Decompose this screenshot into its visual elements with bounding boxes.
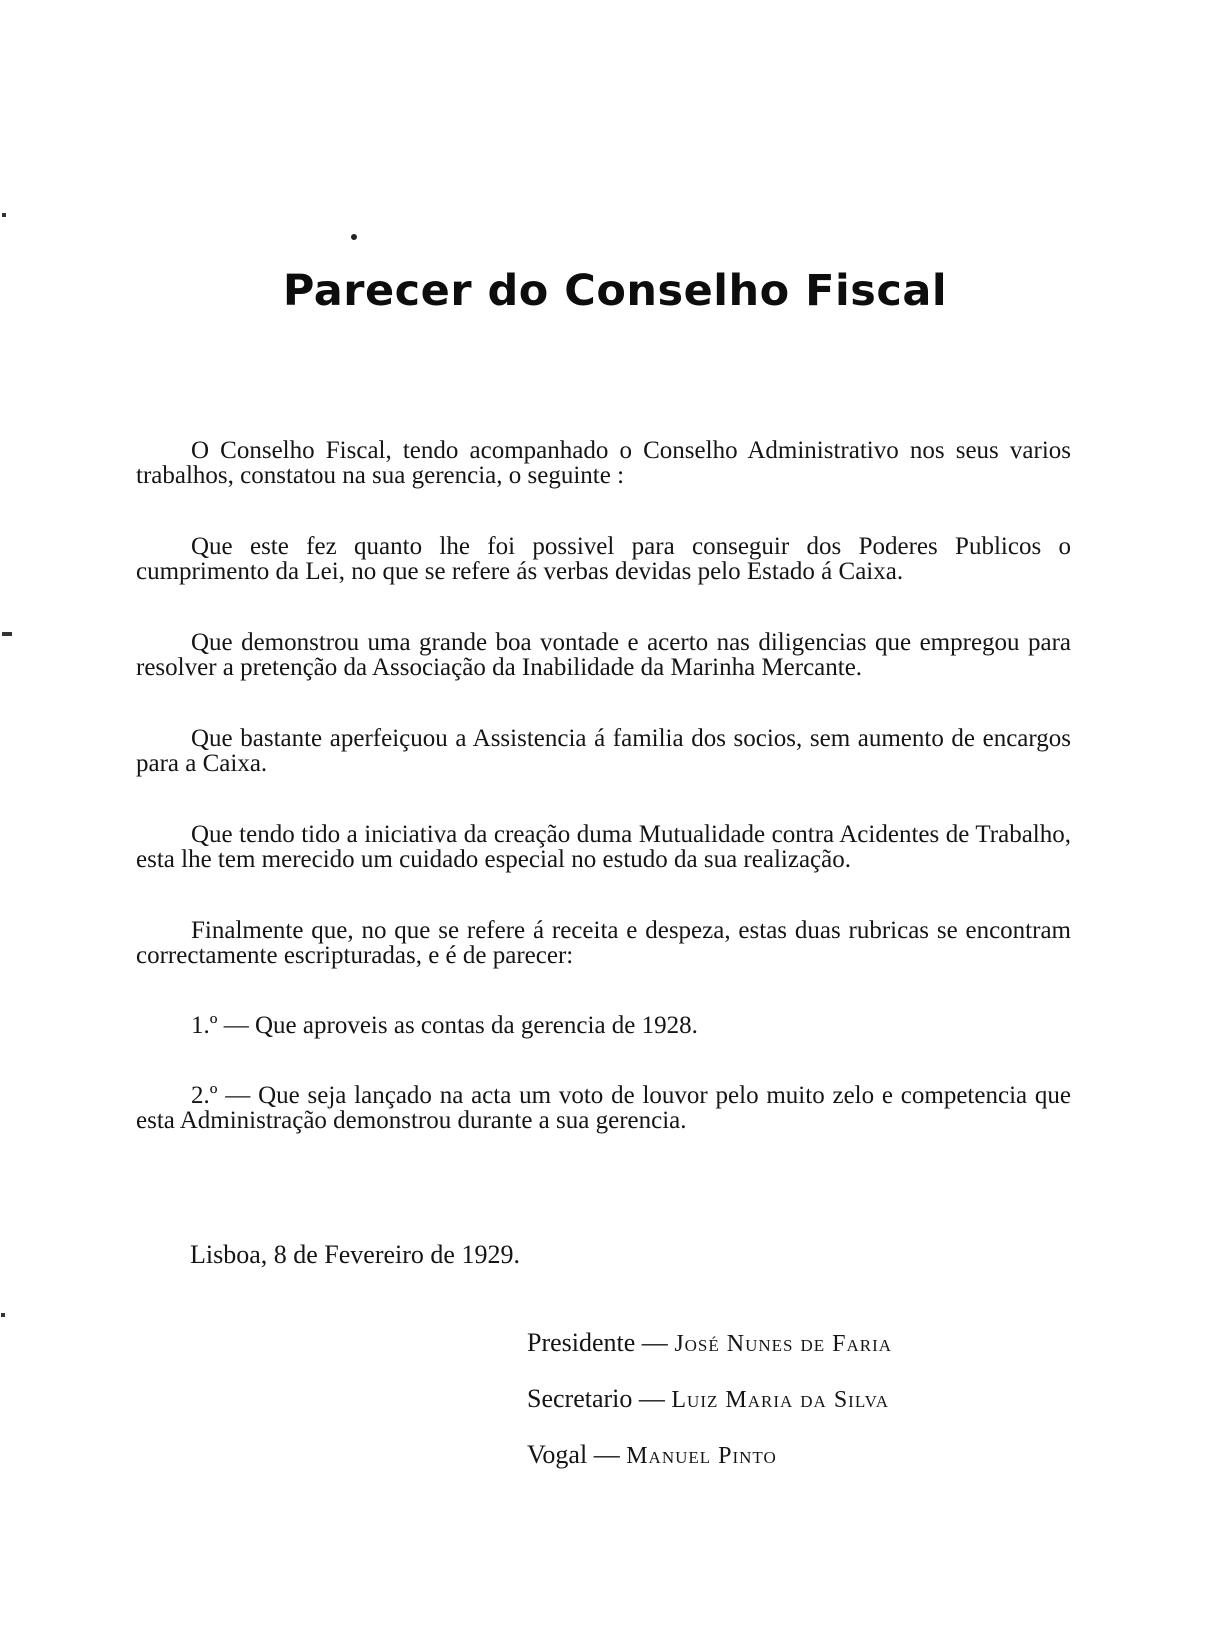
document-body: [136, 438, 1071, 1133]
scan-edge-mark: [1, 1313, 5, 1317]
scan-edge-mark: [2, 213, 6, 217]
paragraph: Que tendo tido a iniciativa da creação duma Mutualidade contra Acidentes de Trabalho, esta lhe tem merecido um cuidado especial no estudo da sua realização.: [136, 821, 1071, 873]
signature-line-vogal: [527, 1440, 1047, 1470]
resolution-item-1: 1.º — Que aproveis as contas da gerencia de 1928.: [191, 1012, 698, 1039]
paragraph: Que este fez quanto lhe foi possivel para conseguir dos Poderes Publicos o cumprimento da Lei, no que se refere ás verbas devidas pelo Estado á Caixa.: [136, 533, 1071, 585]
paragraph: Que demonstrou uma grande boa vontade e acerto nas diligencias que empregou para resolver a pretenção da Associação da Inabilidade da Marinha Mercante.: [136, 629, 1071, 681]
ink-dot: [351, 234, 357, 240]
signature-name: Manuel Pinto: [626, 1443, 777, 1469]
paragraph-intro: O Conselho Fiscal, tendo acompanhado o Conselho Administrativo nos seus varios trabalhos, constatou na sua gerencia, o seguinte :: [136, 437, 1071, 489]
signature-line-president: [527, 1328, 1047, 1358]
signature-line-secretary: [527, 1384, 1047, 1414]
signature-role: Presidente —: [527, 1328, 668, 1357]
paragraph: Finalmente que, no que se refere á receita e despeza, estas duas rubricas se encontram correctamente escripturadas, e é de parecer:: [136, 917, 1071, 969]
signature-name: Luiz Maria da Silva: [671, 1387, 890, 1413]
resolution-item-2: 2.º — Que seja lançado na acta um voto de louvor pelo muito zelo e competencia que esta Administração demonstrou durante a sua gerencia.: [136, 1082, 1071, 1134]
dateline: Lisboa, 8 de Fevereiro de 1929.: [190, 1240, 520, 1269]
document-title: Parecer do Conselho Fiscal: [282, 266, 948, 316]
paragraph: Que bastante aperfeiçuou a Assistencia á familia dos socios, sem aumento de encargos para a Caixa.: [136, 725, 1071, 777]
signature-role: Vogal —: [527, 1440, 620, 1469]
signature-name: José Nunes de Faria: [674, 1331, 893, 1357]
scan-edge-mark: [2, 632, 12, 636]
signature-block: [527, 1328, 1047, 1496]
signature-role: Secretario —: [527, 1384, 665, 1413]
